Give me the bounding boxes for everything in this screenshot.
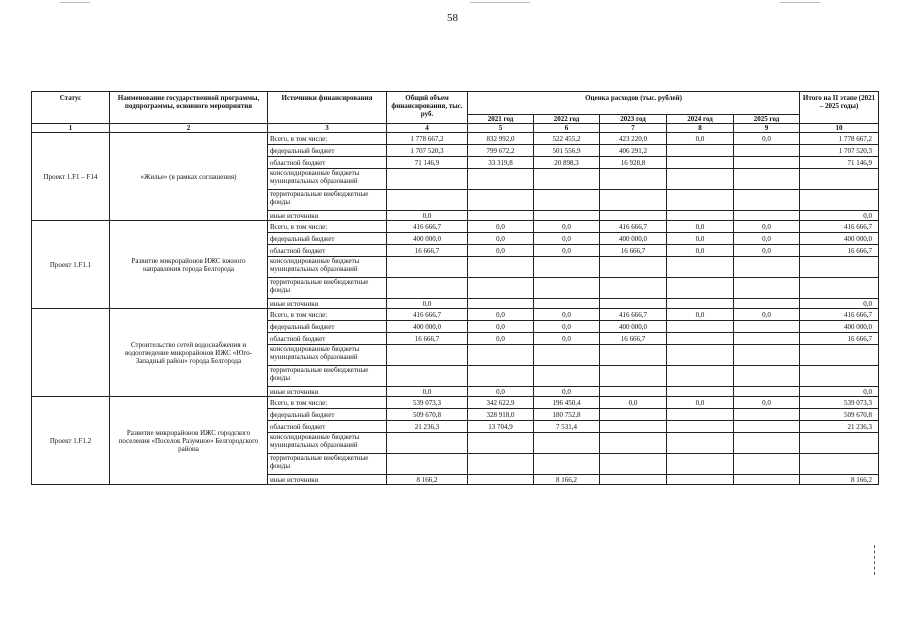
total-amount-cell: 1 778 667,2 <box>387 133 468 145</box>
status-cell: Проект 1.F1 – F14 <box>32 133 110 221</box>
year-2025-cell: 0,0 <box>734 233 800 245</box>
year-2025-cell <box>734 211 800 221</box>
year-2022-cell: 0,0 <box>534 387 600 397</box>
header-year: 2025 год <box>734 115 800 124</box>
source-cell: консолидированные бюджеты муниципальных образований <box>268 257 387 278</box>
column-number: 6 <box>534 124 600 133</box>
header-estimate: Оценка расходов (тыс. рублей) <box>468 92 800 115</box>
stage-total-cell: 539 073,3 <box>800 397 879 409</box>
year-2022-cell: 0,0 <box>534 333 600 345</box>
year-2025-cell <box>734 433 800 454</box>
total-amount-cell: 0,0 <box>387 387 468 397</box>
table-row <box>32 221 879 233</box>
table-body <box>32 133 879 485</box>
year-2022-cell: 0,0 <box>534 233 600 245</box>
year-2022-cell: 522 455,2 <box>534 133 600 145</box>
year-2022-cell <box>534 345 600 366</box>
year-2025-cell: 0,0 <box>734 221 800 233</box>
year-2025-cell: 0,0 <box>734 133 800 145</box>
year-2022-cell <box>534 211 600 221</box>
year-2022-cell: 7 531,4 <box>534 421 600 433</box>
year-2024-cell <box>667 333 734 345</box>
source-cell: иные источники <box>268 299 387 309</box>
year-2021-cell: 0,0 <box>468 233 534 245</box>
column-number: 8 <box>667 124 734 133</box>
year-2021-cell: 33 319,8 <box>468 157 534 169</box>
stage-total-cell: 509 670,8 <box>800 409 879 421</box>
year-2022-cell: 180 752,8 <box>534 409 600 421</box>
year-2025-cell <box>734 190 800 211</box>
year-2022-cell: 0,0 <box>534 245 600 257</box>
total-amount-cell: 416 666,7 <box>387 221 468 233</box>
year-2025-cell: 0,0 <box>734 309 800 321</box>
year-2024-cell <box>667 366 734 387</box>
stage-total-cell <box>800 366 879 387</box>
year-2025-cell <box>734 145 800 157</box>
year-2023-cell: 423 220,0 <box>600 133 667 145</box>
top-edge-line-left <box>60 2 90 3</box>
stage-total-cell: 21 236,3 <box>800 421 879 433</box>
source-cell: Всего, в том числе: <box>268 221 387 233</box>
column-number: 1 <box>32 124 110 133</box>
source-cell: территориальные внебюджетные фонды <box>268 190 387 211</box>
year-2023-cell <box>600 433 667 454</box>
stage-total-cell <box>800 169 879 190</box>
source-cell: федеральный бюджет <box>268 321 387 333</box>
table-row <box>32 133 879 145</box>
year-2023-cell <box>600 387 667 397</box>
year-2021-cell: 0,0 <box>468 387 534 397</box>
stage-total-cell: 1 707 520,3 <box>800 145 879 157</box>
year-2021-cell <box>468 190 534 211</box>
year-2024-cell <box>667 475 734 485</box>
stage-total-cell <box>800 345 879 366</box>
year-2022-cell: 20 898,3 <box>534 157 600 169</box>
year-2023-cell <box>600 366 667 387</box>
column-number: 10 <box>800 124 879 133</box>
year-2024-cell <box>667 433 734 454</box>
source-cell: иные источники <box>268 475 387 485</box>
year-2024-cell <box>667 157 734 169</box>
year-2022-cell <box>534 190 600 211</box>
year-2023-cell <box>600 345 667 366</box>
total-amount-cell: 0,0 <box>387 211 468 221</box>
source-cell: областной бюджет <box>268 157 387 169</box>
stage-total-cell: 0,0 <box>800 387 879 397</box>
total-amount-cell: 71 146,9 <box>387 157 468 169</box>
stage-total-cell: 16 666,7 <box>800 245 879 257</box>
year-2025-cell <box>734 409 800 421</box>
year-2025-cell <box>734 257 800 278</box>
year-2021-cell <box>468 211 534 221</box>
year-2025-cell <box>734 299 800 309</box>
year-2023-cell <box>600 475 667 485</box>
year-2022-cell: 0,0 <box>534 309 600 321</box>
stage-total-cell: 400 000,0 <box>800 233 879 245</box>
source-cell: Всего, в том числе: <box>268 309 387 321</box>
year-2021-cell: 342 622,9 <box>468 397 534 409</box>
year-2025-cell <box>734 169 800 190</box>
source-cell: областной бюджет <box>268 245 387 257</box>
year-2021-cell: 0,0 <box>468 221 534 233</box>
year-2024-cell: 0,0 <box>667 397 734 409</box>
year-2022-cell: 0,0 <box>534 321 600 333</box>
year-2021-cell <box>468 454 534 475</box>
year-2022-cell <box>534 278 600 299</box>
column-number: 7 <box>600 124 667 133</box>
name-cell: Строительство сетей водоснабжения и водоотведение микрорайонов ИЖС «Юго-Западный район» города Белгорода <box>110 309 268 397</box>
year-2024-cell <box>667 387 734 397</box>
year-2025-cell <box>734 421 800 433</box>
source-cell: территориальные внебюджетные фонды <box>268 278 387 299</box>
year-2021-cell <box>468 299 534 309</box>
status-cell: Проект 1.F1.2 <box>32 397 110 485</box>
year-2021-cell <box>468 475 534 485</box>
total-amount-cell: 1 707 520,3 <box>387 145 468 157</box>
financing-table <box>31 91 879 485</box>
year-2023-cell: 16 928,8 <box>600 157 667 169</box>
total-amount-cell: 416 666,7 <box>387 309 468 321</box>
stage-total-cell <box>800 278 879 299</box>
year-2023-cell <box>600 211 667 221</box>
header-total: Общий объем финансирования, тыс. руб. <box>387 92 468 124</box>
stage-total-cell: 416 666,7 <box>800 309 879 321</box>
year-2021-cell <box>468 345 534 366</box>
year-2025-cell <box>734 333 800 345</box>
total-amount-cell: 16 666,7 <box>387 333 468 345</box>
column-number: 9 <box>734 124 800 133</box>
stage-total-cell: 1 778 667,2 <box>800 133 879 145</box>
total-amount-cell <box>387 169 468 190</box>
total-amount-cell <box>387 190 468 211</box>
year-2023-cell: 16 666,7 <box>600 245 667 257</box>
year-2024-cell <box>667 169 734 190</box>
column-number: 4 <box>387 124 468 133</box>
year-2024-cell <box>667 190 734 211</box>
column-number: 2 <box>110 124 268 133</box>
header-stage-total: Итого на II этапе (2021 – 2025 годы) <box>800 92 879 124</box>
year-2022-cell: 8 166,2 <box>534 475 600 485</box>
year-2021-cell <box>468 433 534 454</box>
year-2025-cell <box>734 278 800 299</box>
year-2024-cell <box>667 145 734 157</box>
year-2023-cell <box>600 421 667 433</box>
year-2021-cell <box>468 366 534 387</box>
source-cell: федеральный бюджет <box>268 145 387 157</box>
year-2022-cell: 501 556,9 <box>534 145 600 157</box>
year-2021-cell <box>468 278 534 299</box>
stage-total-cell <box>800 190 879 211</box>
total-amount-cell: 0,0 <box>387 299 468 309</box>
source-cell: федеральный бюджет <box>268 233 387 245</box>
year-2021-cell: 328 918,0 <box>468 409 534 421</box>
source-cell: федеральный бюджет <box>268 409 387 421</box>
year-2023-cell: 400 000,0 <box>600 321 667 333</box>
name-cell: «Жилье» (в рамках соглашения) <box>110 133 268 221</box>
year-2024-cell: 0,0 <box>667 233 734 245</box>
year-2022-cell <box>534 299 600 309</box>
year-2024-cell: 0,0 <box>667 245 734 257</box>
header-status: Статус <box>32 92 110 124</box>
year-2024-cell <box>667 454 734 475</box>
header-year: 2021 год <box>468 115 534 124</box>
stage-total-cell: 0,0 <box>800 299 879 309</box>
header-name: Наименование государственной программы, подпрограммы, основного мероприятия <box>110 92 268 124</box>
source-cell: иные источники <box>268 211 387 221</box>
year-2024-cell <box>667 321 734 333</box>
source-cell: Всего, в том числе: <box>268 133 387 145</box>
source-cell: консолидированные бюджеты муниципальных образований <box>268 169 387 190</box>
name-cell: Развитие микрорайонов ИЖС городского поселения «Поселок Разумное» Белгородского района <box>110 397 268 485</box>
total-amount-cell <box>387 433 468 454</box>
year-2023-cell <box>600 190 667 211</box>
source-cell: консолидированные бюджеты муниципальных образований <box>268 433 387 454</box>
year-2021-cell <box>468 257 534 278</box>
year-2025-cell <box>734 345 800 366</box>
year-2023-cell: 406 291,2 <box>600 145 667 157</box>
stage-total-cell <box>800 257 879 278</box>
source-cell: территориальные внебюджетные фонды <box>268 366 387 387</box>
header-year: 2022 год <box>534 115 600 124</box>
column-number: 3 <box>268 124 387 133</box>
year-2021-cell: 0,0 <box>468 333 534 345</box>
year-2024-cell <box>667 421 734 433</box>
year-2024-cell <box>667 257 734 278</box>
year-2025-cell <box>734 475 800 485</box>
stage-total-cell <box>800 454 879 475</box>
total-amount-cell: 400 000,0 <box>387 321 468 333</box>
stage-total-cell: 71 146,9 <box>800 157 879 169</box>
year-2022-cell <box>534 257 600 278</box>
margin-mark <box>874 545 876 575</box>
stage-total-cell: 416 666,7 <box>800 221 879 233</box>
source-cell: консолидированные бюджеты муниципальных образований <box>268 345 387 366</box>
year-2023-cell: 400 000,0 <box>600 233 667 245</box>
table-row <box>32 397 879 409</box>
status-cell: Проект 1.F1.1 <box>32 221 110 309</box>
table-row <box>32 309 879 321</box>
total-amount-cell: 539 073,3 <box>387 397 468 409</box>
stage-total-cell <box>800 433 879 454</box>
year-2023-cell <box>600 278 667 299</box>
column-number: 5 <box>468 124 534 133</box>
stage-total-cell: 400 000,0 <box>800 321 879 333</box>
total-amount-cell: 16 666,7 <box>387 245 468 257</box>
total-amount-cell <box>387 454 468 475</box>
year-2024-cell: 0,0 <box>667 221 734 233</box>
stage-total-cell: 8 166,2 <box>800 475 879 485</box>
total-amount-cell: 8 166,2 <box>387 475 468 485</box>
total-amount-cell <box>387 366 468 387</box>
year-2023-cell <box>600 257 667 278</box>
source-cell: Всего, в том числе: <box>268 397 387 409</box>
year-2022-cell <box>534 366 600 387</box>
year-2021-cell: 799 672,2 <box>468 145 534 157</box>
year-2021-cell: 13 704,9 <box>468 421 534 433</box>
total-amount-cell: 400 000,0 <box>387 233 468 245</box>
year-2023-cell <box>600 299 667 309</box>
year-2022-cell: 196 450,4 <box>534 397 600 409</box>
year-2025-cell <box>734 157 800 169</box>
year-2022-cell <box>534 433 600 454</box>
year-2021-cell: 0,0 <box>468 321 534 333</box>
total-amount-cell: 21 236,3 <box>387 421 468 433</box>
year-2023-cell: 416 666,7 <box>600 221 667 233</box>
year-2023-cell <box>600 409 667 421</box>
year-2024-cell: 0,0 <box>667 133 734 145</box>
year-2021-cell: 832 992,0 <box>468 133 534 145</box>
total-amount-cell: 509 670,8 <box>387 409 468 421</box>
year-2023-cell: 16 666,7 <box>600 333 667 345</box>
year-2024-cell <box>667 345 734 366</box>
top-edge-line-mid <box>470 2 530 3</box>
year-2025-cell <box>734 454 800 475</box>
header-year: 2023 год <box>600 115 667 124</box>
year-2024-cell <box>667 409 734 421</box>
year-2024-cell <box>667 211 734 221</box>
year-2025-cell <box>734 321 800 333</box>
header-year: 2024 год <box>667 115 734 124</box>
year-2022-cell <box>534 454 600 475</box>
total-amount-cell <box>387 345 468 366</box>
year-2022-cell <box>534 169 600 190</box>
year-2025-cell <box>734 387 800 397</box>
page-number: 58 <box>447 12 458 24</box>
source-cell: территориальные внебюджетные фонды <box>268 454 387 475</box>
year-2024-cell <box>667 299 734 309</box>
top-edge-line-right <box>780 2 820 3</box>
source-cell: иные источники <box>268 387 387 397</box>
stage-total-cell: 0,0 <box>800 211 879 221</box>
total-amount-cell <box>387 278 468 299</box>
year-2022-cell: 0,0 <box>534 221 600 233</box>
year-2023-cell <box>600 454 667 475</box>
year-2021-cell <box>468 169 534 190</box>
source-cell: областной бюджет <box>268 421 387 433</box>
source-cell: областной бюджет <box>268 333 387 345</box>
year-2023-cell <box>600 169 667 190</box>
year-2025-cell: 0,0 <box>734 245 800 257</box>
header-sources: Источники финансирования <box>268 92 387 124</box>
year-2025-cell <box>734 366 800 387</box>
year-2024-cell: 0,0 <box>667 309 734 321</box>
total-amount-cell <box>387 257 468 278</box>
stage-total-cell: 16 666,7 <box>800 333 879 345</box>
year-2025-cell: 0,0 <box>734 397 800 409</box>
year-2024-cell <box>667 278 734 299</box>
year-2023-cell: 416 666,7 <box>600 309 667 321</box>
status-cell <box>32 309 110 397</box>
year-2021-cell: 0,0 <box>468 309 534 321</box>
year-2023-cell: 0,0 <box>600 397 667 409</box>
year-2021-cell: 0,0 <box>468 245 534 257</box>
name-cell: Развитие микрорайонов ИЖС южного направления города Белгорода <box>110 221 268 309</box>
